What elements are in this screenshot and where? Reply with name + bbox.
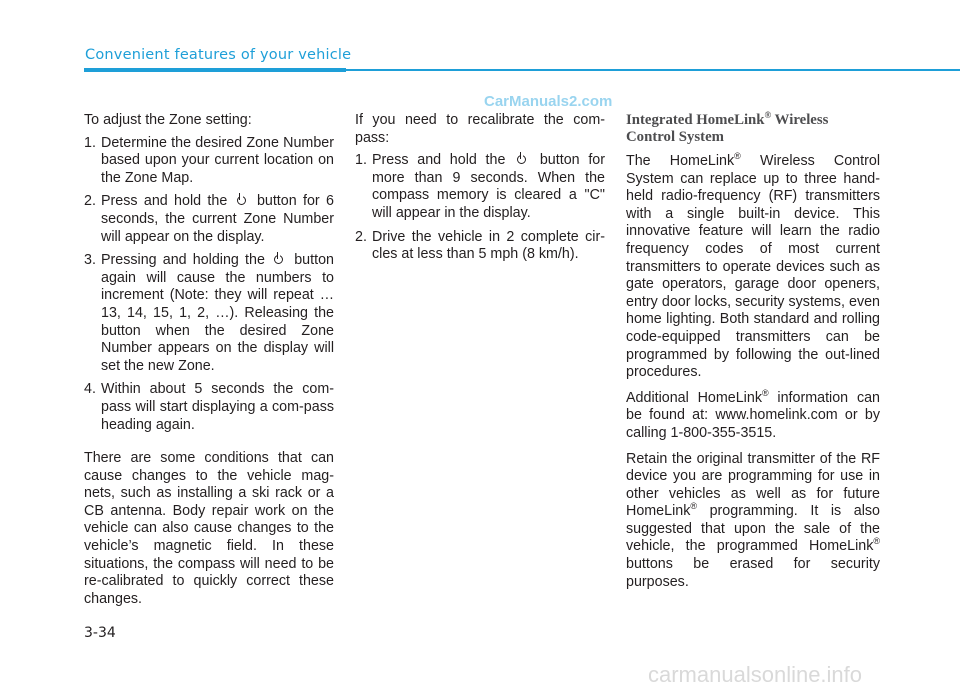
registered-mark: ® (734, 151, 741, 162)
text: The HomeLink (626, 153, 735, 169)
step-number: 1. (84, 134, 96, 151)
zone-step-2 (84, 193, 334, 246)
step-text-before: Press and hold the (101, 193, 228, 210)
text: information can be found at: www.homelink.com or by calling 1-800-355-3515. (626, 389, 880, 441)
zone-step-3 (84, 252, 334, 375)
recalibrate-lead: If you need to recalibrate the com-pass: (355, 112, 605, 146)
recalibrate-steps (355, 152, 605, 264)
text: Additional HomeLink (626, 389, 762, 406)
step-text-before: Pressing and holding the (101, 252, 265, 269)
zone-lead: To adjust the Zone setting: (84, 112, 252, 128)
step-text: Within about 5 seconds the com-pass will start displaying a com-pass heading again. (101, 381, 334, 433)
step-text: Drive the vehicle in 2 complete cir-cles at less than 5 mph (8 km/h). (372, 228, 605, 263)
step-number: 1. (355, 152, 367, 169)
text: buttons be erased for security purposes. (626, 556, 880, 590)
recalibrate-step-1 (355, 152, 605, 222)
column-zone-setting (84, 112, 334, 616)
homelink-paragraph-2 (626, 387, 880, 443)
section-header-title: Convenient features of your vehicle (85, 47, 352, 63)
step-number: 2. (355, 228, 367, 245)
step-text-after: button again will cause the numbers to increment (Note: they will repeat …13, 14, 15, 1, 2, …). Releasing the button when the desired Zone Number appears on the display will set the new Zone. (101, 252, 334, 374)
watermark-bottom: carmanualsonline.info (648, 662, 863, 687)
text: Wireless Control System can replace up to three hand-held radio-frequency (RF) transmitters with a single built-in device. This innovative feature will learn the radio frequency codes of most current transmitters to operate devices such as gate operators, garage door openers, entry door locks, security systems, even home lighting. Both standard and rolling code-equipped transmitters can be programmed by following the out-lined procedures. (626, 153, 880, 381)
recalibrate-step-2 (355, 229, 605, 264)
title-text-a: Integrated HomeLink (626, 112, 765, 128)
step-text-before: Press and hold the (372, 152, 506, 169)
power-button-icon (237, 196, 246, 205)
text: Retain the original transmitter of the RF device you are programming for use in other vehicles as well as for future HomeLink (626, 450, 880, 520)
zone-steps (84, 135, 334, 435)
step-number: 3. (84, 252, 96, 269)
zone-step-1 (84, 135, 334, 188)
registered-mark: ® (690, 501, 698, 512)
watermark-top: CarManuals2.com (484, 93, 613, 110)
step-text-after: button for 6 seconds, the current Zone Number will appear on the display. (101, 193, 334, 245)
homelink-paragraph-1 (626, 153, 880, 382)
step-text-after: button for more than 9 seconds. When the compass memory is cleared a "C" will appear in the display. (372, 152, 605, 221)
registered-mark: ® (873, 536, 880, 547)
conditions-paragraph: There are some conditions that can cause changes to the vehicle mag-nets, such as installing a ski rack or a CB antenna. Body repair work on the vehicle can also cause changes to the vehicle’s magnetic field. In these situations, the compass will need to be re-calibrated to quickly correct these changes. (84, 450, 334, 607)
zone-step-4 (84, 381, 334, 434)
header-rule-thin (346, 69, 960, 71)
step-number: 4. (84, 381, 96, 398)
power-button-icon (517, 155, 526, 164)
step-number: 2. (84, 193, 96, 210)
homelink-section-title (626, 112, 880, 145)
step-text: Determine the desired Zone Number based upon your current location on the Zone Map. (101, 134, 334, 186)
registered-mark: ® (764, 110, 772, 121)
text: programming. It is also suggested that upon the sale of the vehicle, the programmed HomeLink (626, 503, 880, 555)
title-text-b: Wireless Control System (626, 112, 829, 145)
column-recalibrate (355, 112, 605, 270)
homelink-paragraph-3 (626, 451, 880, 592)
registered-mark: ® (761, 387, 769, 398)
header-rule-thick (84, 68, 346, 72)
page-number: 3-34 (84, 625, 116, 641)
power-button-icon (274, 255, 283, 264)
column-homelink (626, 112, 880, 599)
